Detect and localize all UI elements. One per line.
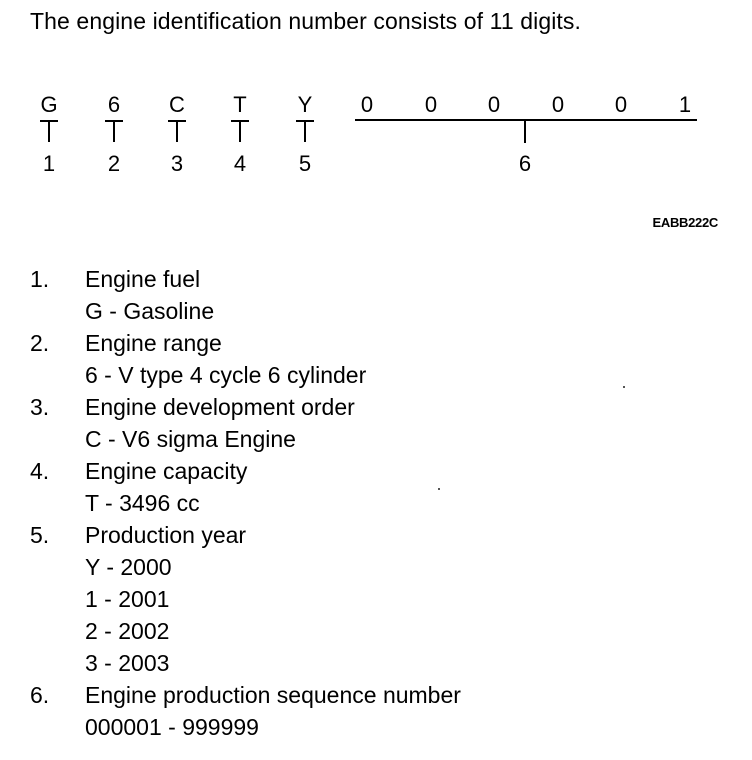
list-item xyxy=(30,263,461,327)
engine-char: T xyxy=(233,92,247,117)
sequence-stem xyxy=(524,119,526,143)
item-number: 1. xyxy=(30,266,50,292)
engine-char: 0 xyxy=(424,92,438,117)
figure-code: EABB222C xyxy=(652,215,718,230)
sequence-bracket xyxy=(355,119,697,121)
engine-char: Y xyxy=(297,92,313,117)
item-title: Engine capacity xyxy=(85,458,248,484)
item-title: Engine fuel xyxy=(85,266,201,292)
position-label: 3 xyxy=(170,151,184,176)
engine-char: G xyxy=(40,92,58,117)
item-detail: C - V6 sigma Engine xyxy=(85,426,296,452)
item-number: 3. xyxy=(30,394,50,420)
position-label: 1 xyxy=(42,151,56,176)
scan-speck xyxy=(438,488,440,490)
item-detail: Y - 2000 xyxy=(85,554,172,580)
engine-char: 0 xyxy=(360,92,374,117)
item-title: Engine production sequence number xyxy=(85,682,461,708)
item-number: 2. xyxy=(30,330,50,356)
connector-stem xyxy=(48,120,50,142)
item-number: 4. xyxy=(30,458,50,484)
item-number: 6. xyxy=(30,682,50,708)
item-detail: 6 - V type 4 cycle 6 cylinder xyxy=(85,362,367,388)
connector-stem xyxy=(176,120,178,142)
engine-char: C xyxy=(169,92,185,117)
item-title: Production year xyxy=(85,522,247,548)
item-detail: G - Gasoline xyxy=(85,298,215,324)
scan-speck xyxy=(623,386,625,388)
position-label: 5 xyxy=(298,151,312,176)
intro-text: The engine identification number consists of 11 digits. xyxy=(30,8,581,34)
item-title: Engine development order xyxy=(85,394,355,420)
list-item xyxy=(30,327,461,391)
item-detail: 000001 - 999999 xyxy=(85,714,259,740)
item-detail: T - 3496 cc xyxy=(85,490,200,516)
engine-char: 0 xyxy=(551,92,565,117)
list-item xyxy=(30,391,461,455)
position-label: 6 xyxy=(518,151,532,176)
engine-char: 0 xyxy=(614,92,628,117)
item-detail: 2 - 2002 xyxy=(85,618,170,644)
list-item xyxy=(30,679,461,743)
connector-stem xyxy=(304,120,306,142)
position-label: 4 xyxy=(233,151,247,176)
list-item xyxy=(30,519,461,679)
engine-char: 0 xyxy=(487,92,501,117)
item-number: 5. xyxy=(30,522,50,548)
item-detail: 3 - 2003 xyxy=(85,650,170,676)
connector-stem xyxy=(113,120,115,142)
position-label: 2 xyxy=(107,151,121,176)
list-item xyxy=(30,455,461,519)
item-detail: 1 - 2001 xyxy=(85,586,170,612)
engine-char: 1 xyxy=(678,92,692,117)
engine-char: 6 xyxy=(107,92,121,117)
item-title: Engine range xyxy=(85,330,222,356)
legend-list xyxy=(30,263,461,743)
connector-stem xyxy=(239,120,241,142)
